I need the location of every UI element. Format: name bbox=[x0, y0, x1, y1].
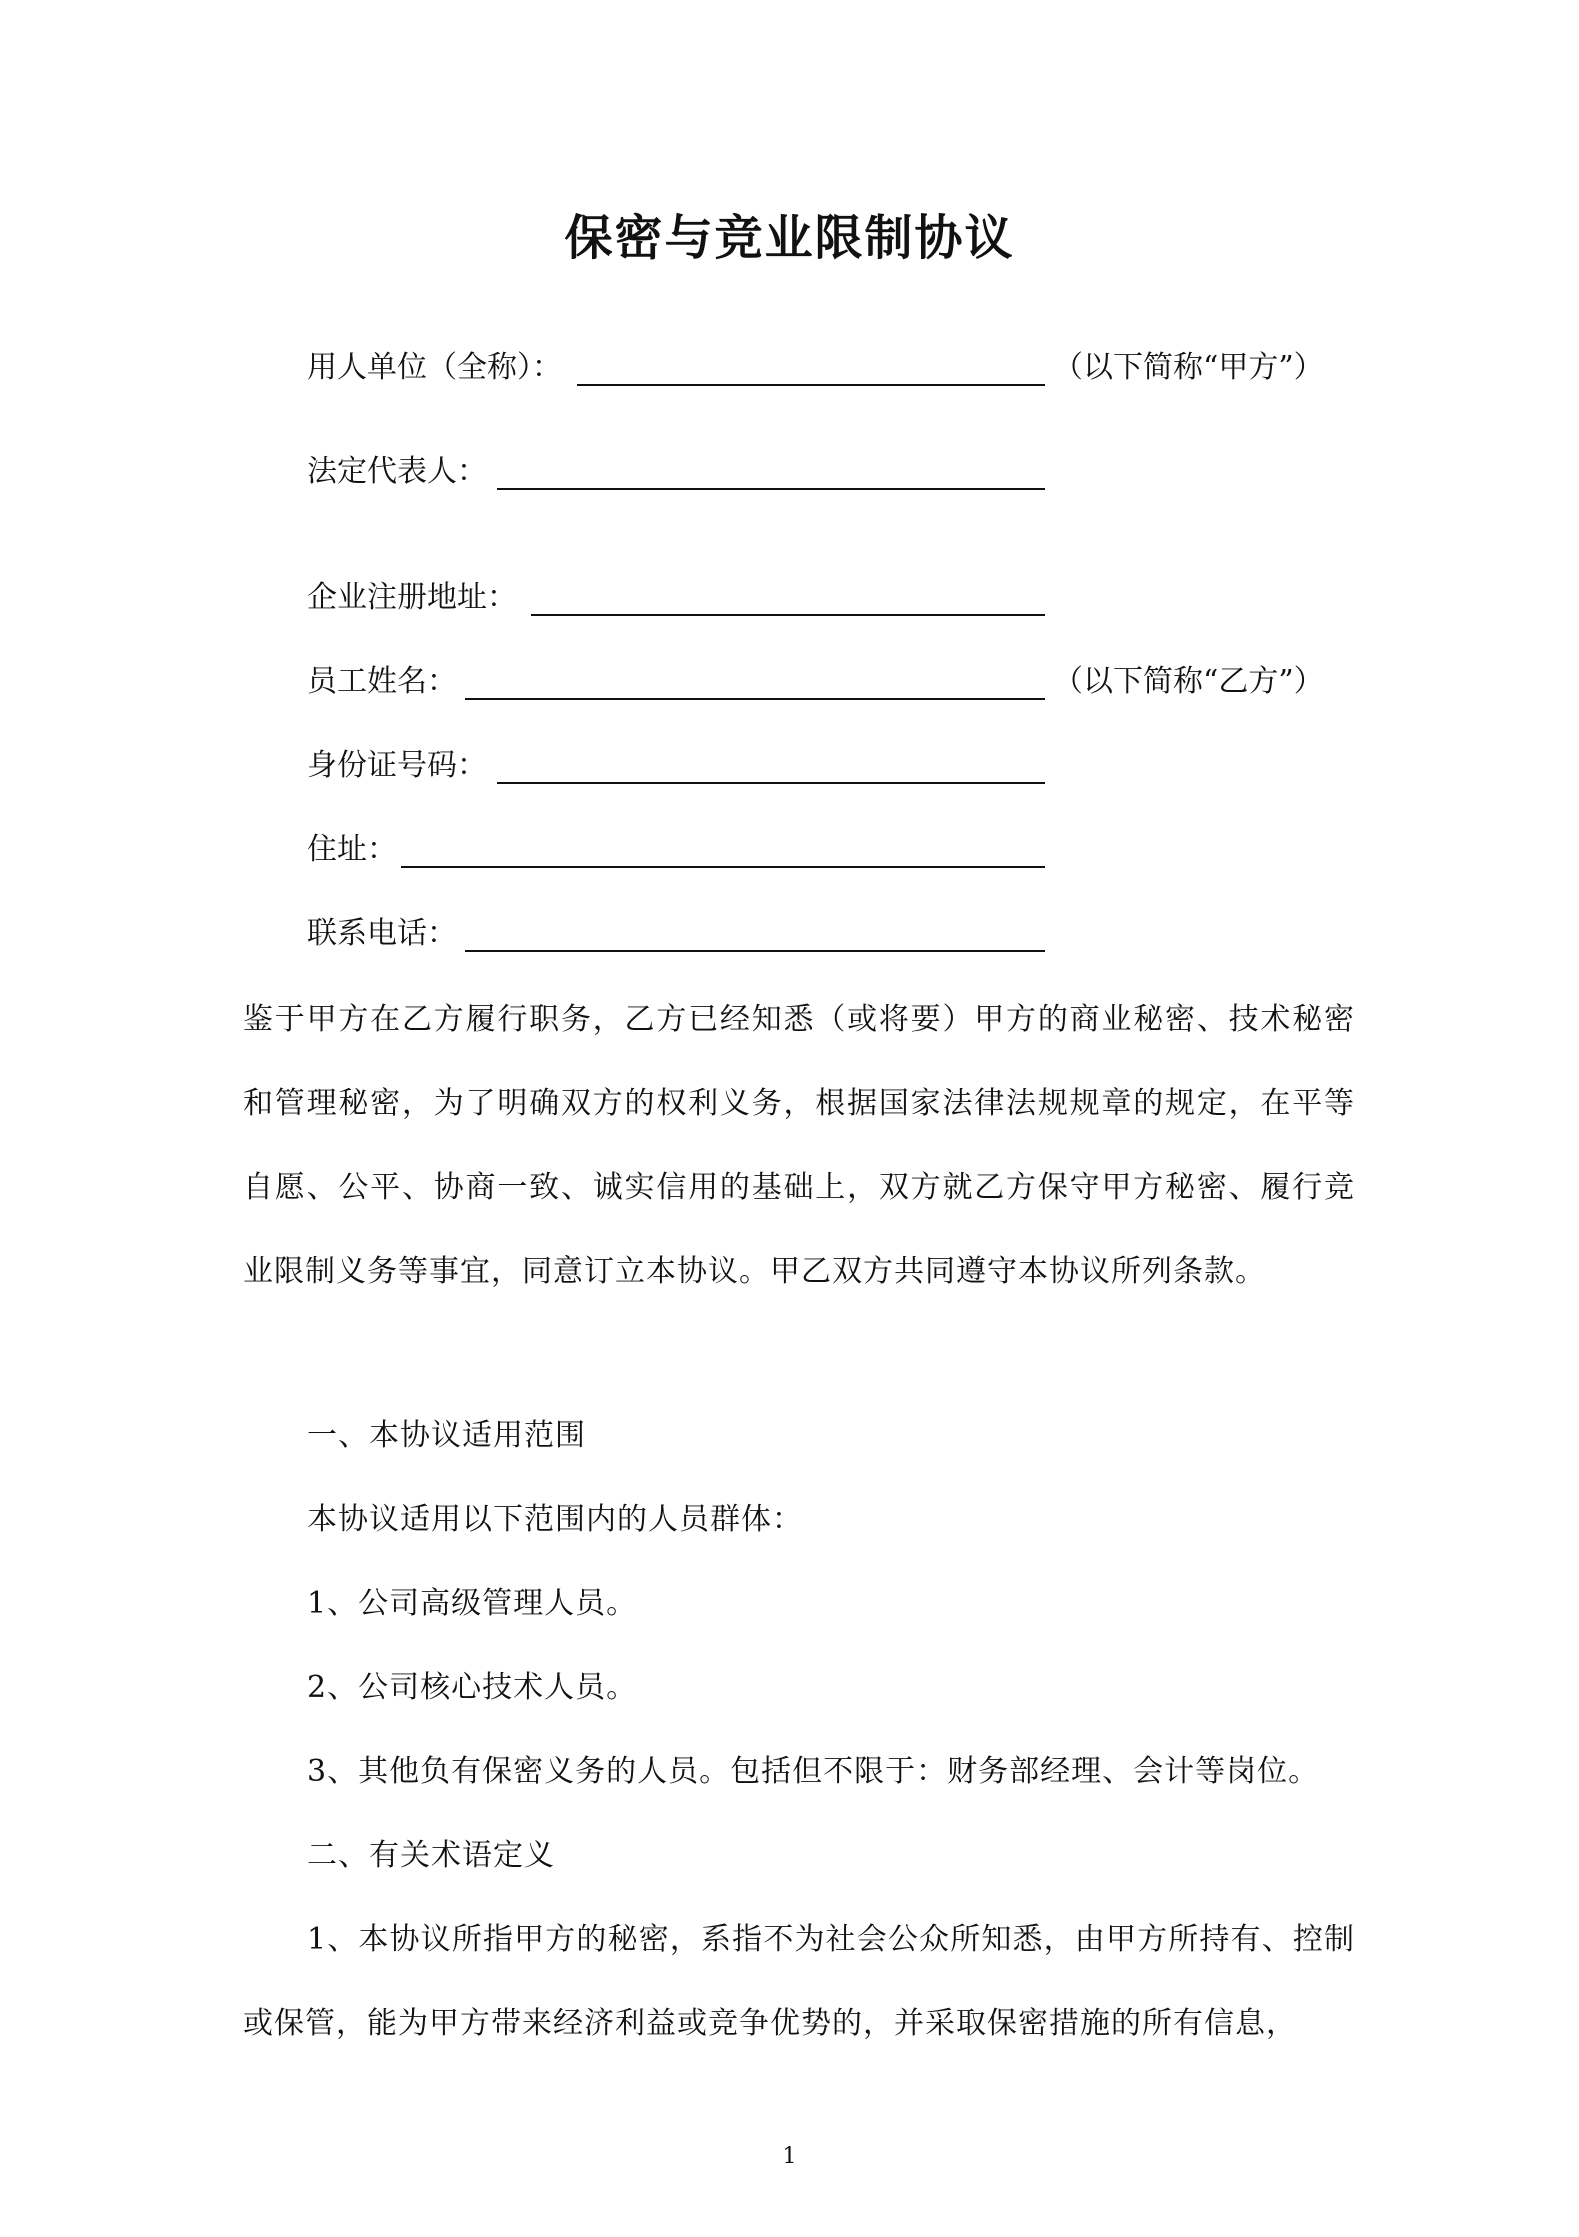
page-number: 1 bbox=[782, 2144, 797, 2169]
field-reg-address-label: 企业注册地址： bbox=[307, 580, 517, 615]
field-employer-blank[interactable] bbox=[577, 384, 1045, 386]
field-employer bbox=[307, 348, 1324, 388]
field-address-label: 住址： bbox=[307, 832, 397, 867]
section1-item-3: 3、其他负有保密义务的人员。包括但不限于：财务部经理、会计等岗位。 bbox=[307, 1754, 1320, 1789]
section2-item-1: 1、本协议所指甲方的秘密，系指不为社会公众所知悉，由甲方所持有、控制或保管，能为甲方带来经济利益或竞争优势的，并采取保密措施的所有信息， bbox=[243, 1922, 1355, 2041]
section1-item-2: 2、公司核心技术人员。 bbox=[307, 1670, 638, 1705]
section2-heading: 二、有关术语定义 bbox=[307, 1838, 555, 1873]
preamble-paragraph: 鉴于甲方在乙方履行职务，乙方已经知悉（或将要）甲方的商业秘密、技术秘密和管理秘密，为了明确双方的权利义务，根据国家法律法规规章的规定，在平等自愿、公平、协商一致、诚实信用的基础上，双方就乙方保守甲方秘密、履行竞业限制义务等事宜，同意订立本协议。甲乙双方共同遵守本协议所列条款。 bbox=[243, 1002, 1355, 1289]
field-id-number-label: 身份证号码： bbox=[307, 748, 487, 783]
section1-heading: 一、本协议适用范围 bbox=[307, 1418, 586, 1453]
field-legal-rep-blank[interactable] bbox=[497, 488, 1045, 490]
field-phone-blank[interactable] bbox=[465, 950, 1045, 952]
field-employer-suffix: （以下简称“甲方”） bbox=[1053, 350, 1324, 385]
field-legal-rep bbox=[307, 452, 487, 492]
section1-intro: 本协议适用以下范围内的人员群体： bbox=[307, 1502, 803, 1537]
field-employer-label: 用人单位（全称）： bbox=[307, 350, 562, 385]
section1-item-1: 1、公司高级管理人员。 bbox=[307, 1586, 638, 1621]
field-employee-name bbox=[307, 662, 1324, 702]
field-address-blank[interactable] bbox=[401, 866, 1045, 868]
field-address bbox=[307, 830, 397, 870]
field-reg-address-blank[interactable] bbox=[531, 614, 1045, 616]
field-reg-address bbox=[307, 578, 517, 618]
field-employee-name-label: 员工姓名： bbox=[307, 664, 457, 699]
field-phone bbox=[307, 914, 457, 954]
field-employee-name-blank[interactable] bbox=[465, 698, 1045, 700]
field-id-number-blank[interactable] bbox=[497, 782, 1045, 784]
field-employee-name-suffix: （以下简称“乙方”） bbox=[1053, 664, 1324, 699]
document-title: 保密与竞业限制协议 bbox=[564, 210, 1015, 266]
field-phone-label: 联系电话： bbox=[307, 916, 457, 951]
field-id-number bbox=[307, 746, 487, 786]
field-legal-rep-label: 法定代表人： bbox=[307, 454, 487, 489]
